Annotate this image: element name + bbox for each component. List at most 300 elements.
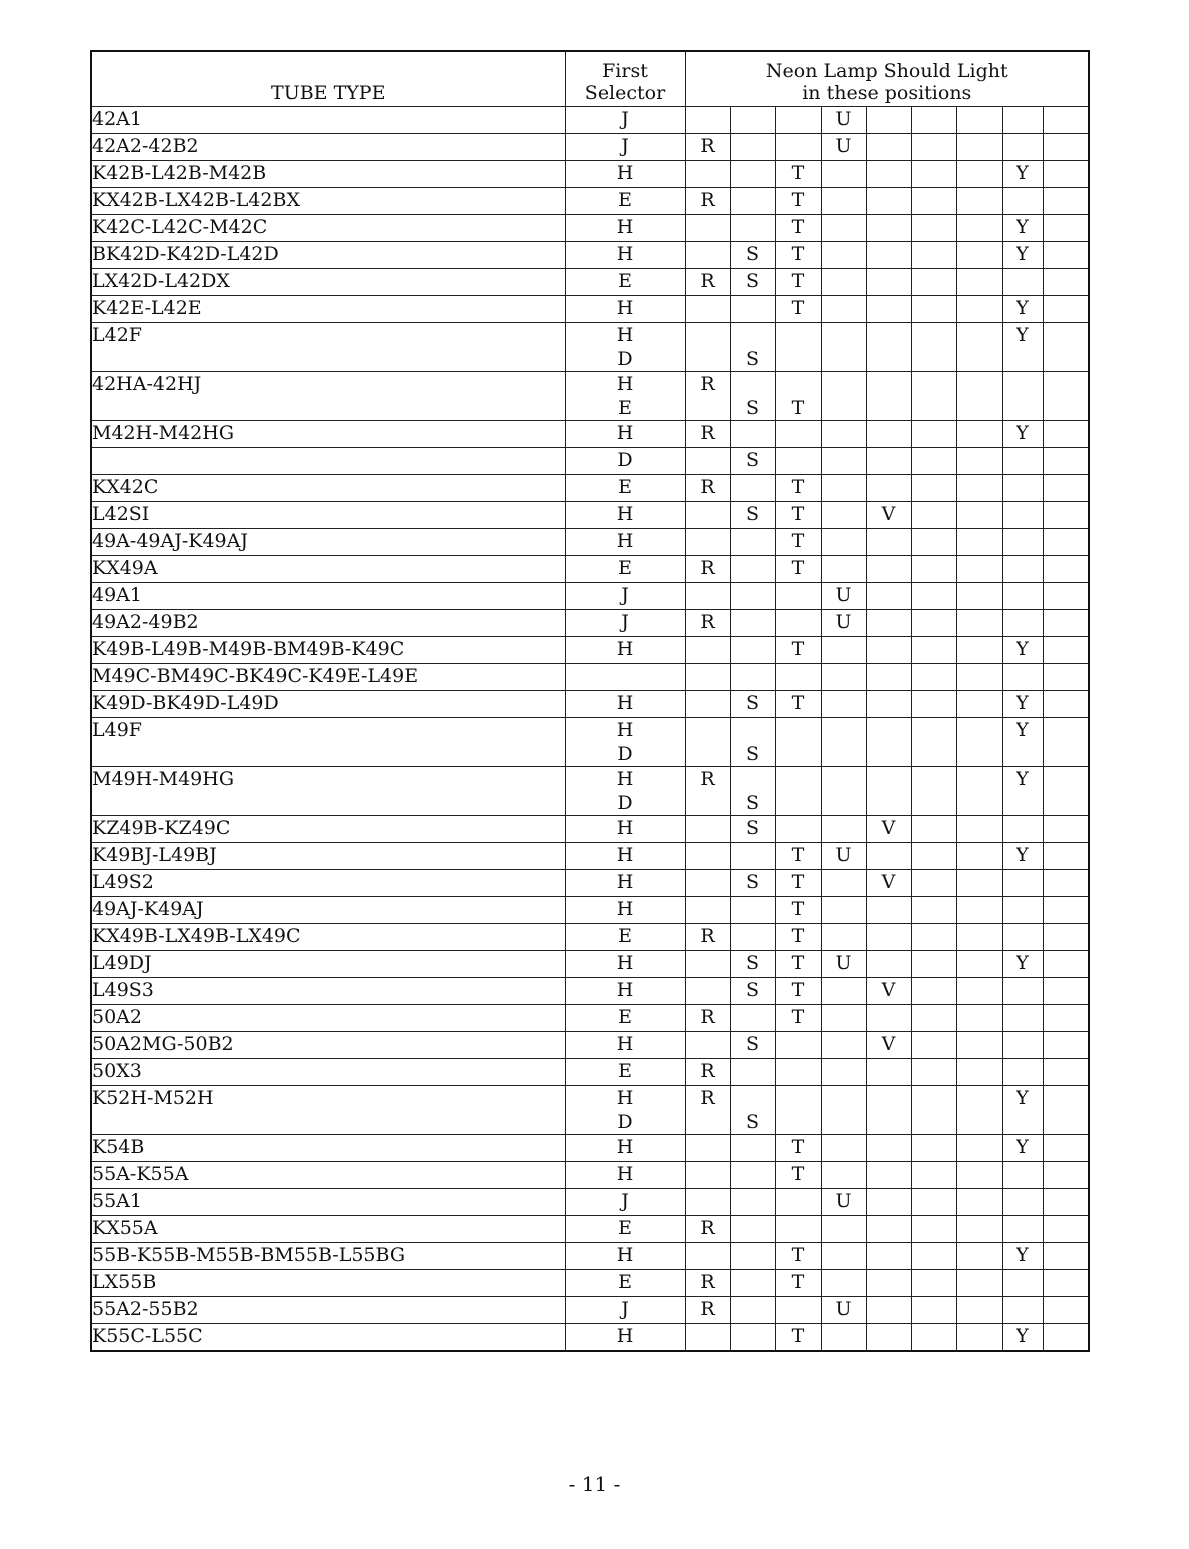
position-cell <box>821 951 866 978</box>
position-cell <box>685 529 730 556</box>
selector-letter: J <box>621 135 629 157</box>
position-cell <box>866 718 911 767</box>
position-cell <box>911 215 956 242</box>
tube-type-cell: LX55B <box>91 1270 565 1297</box>
position-cell <box>775 951 821 978</box>
position-cell <box>956 767 1002 816</box>
first-selector-cell <box>565 951 685 978</box>
position-cell <box>821 843 866 870</box>
position-cell <box>821 1243 866 1270</box>
position-cell <box>821 897 866 924</box>
tube-type-cell: 42A2-42B2 <box>91 134 565 161</box>
selector-letter: J <box>621 1190 629 1212</box>
position-cell <box>911 323 956 372</box>
position-cell <box>866 1189 911 1216</box>
position-cell <box>911 843 956 870</box>
position-cell <box>775 1005 821 1032</box>
position-cell <box>730 1059 775 1086</box>
position-cell <box>1043 269 1089 296</box>
table-row <box>91 610 1089 637</box>
position-cell <box>1002 691 1043 718</box>
position-cell <box>775 188 821 215</box>
page-number: - 11 - <box>568 1472 621 1496</box>
position-letter: Y <box>1016 162 1029 184</box>
table-body <box>91 107 1089 1352</box>
position-cell <box>1002 475 1043 502</box>
position-letter: S <box>745 979 760 1001</box>
position-cell <box>730 1086 775 1135</box>
position-cell <box>685 951 730 978</box>
position-letter: R <box>700 422 715 444</box>
tube-type-cell: 50A2MG-50B2 <box>91 1032 565 1059</box>
position-cell <box>911 637 956 664</box>
selector-letter: H <box>616 638 634 660</box>
position-letter: R <box>700 1060 715 1082</box>
position-letter: U <box>835 108 852 130</box>
position-letter: S <box>745 743 760 765</box>
table-row <box>91 691 1089 718</box>
selector-letter: H <box>616 844 634 866</box>
table-row <box>91 583 1089 610</box>
position-cell <box>821 1005 866 1032</box>
tube-type-cell: LX42D-L42DX <box>91 269 565 296</box>
position-cell <box>730 951 775 978</box>
position-cell <box>866 637 911 664</box>
position-cell <box>775 448 821 475</box>
position-cell <box>1002 134 1043 161</box>
position-cell <box>866 664 911 691</box>
position-cell <box>866 1135 911 1162</box>
position-cell <box>956 475 1002 502</box>
position-cell <box>1002 1324 1043 1352</box>
position-cell <box>866 1086 911 1135</box>
position-cell <box>685 610 730 637</box>
position-cell <box>730 718 775 767</box>
position-cell <box>775 664 821 691</box>
tube-type-cell: M49C-BM49C-BK49C-K49E-L49E <box>91 664 565 691</box>
selector-letter: H <box>616 979 634 1001</box>
position-cell <box>1002 1032 1043 1059</box>
position-cell <box>730 502 775 529</box>
position-cell <box>866 1270 911 1297</box>
first-selector-cell <box>565 816 685 843</box>
position-letter: T <box>791 162 805 184</box>
first-selector-cell <box>565 978 685 1005</box>
position-cell <box>956 691 1002 718</box>
position-cell <box>911 1162 956 1189</box>
position-cell <box>775 897 821 924</box>
position-cell <box>956 664 1002 691</box>
position-cell <box>730 1243 775 1270</box>
position-cell <box>730 529 775 556</box>
position-cell <box>1002 448 1043 475</box>
position-cell <box>956 951 1002 978</box>
position-cell <box>821 502 866 529</box>
position-cell <box>956 1032 1002 1059</box>
position-cell <box>775 323 821 372</box>
position-cell <box>1002 1189 1043 1216</box>
tube-type-cell: 49AJ-K49AJ <box>91 897 565 924</box>
position-cell <box>866 323 911 372</box>
tube-type-cell: 42A1 <box>91 107 565 134</box>
position-cell <box>1043 215 1089 242</box>
position-cell <box>685 372 730 421</box>
first-selector-cell <box>565 529 685 556</box>
position-cell <box>730 556 775 583</box>
selector-letter: J <box>621 584 629 606</box>
position-cell <box>866 215 911 242</box>
position-cell <box>730 978 775 1005</box>
position-cell <box>1043 843 1089 870</box>
position-cell <box>866 242 911 269</box>
position-cell <box>866 978 911 1005</box>
position-cell <box>956 529 1002 556</box>
tube-type-cell: K54B <box>91 1135 565 1162</box>
position-cell <box>911 816 956 843</box>
first-selector-header-line1: First <box>602 60 648 82</box>
position-cell <box>866 897 911 924</box>
position-cell <box>730 188 775 215</box>
position-cell <box>866 1059 911 1086</box>
position-letter: T <box>791 216 805 238</box>
position-letter: S <box>745 792 760 814</box>
position-cell <box>956 1216 1002 1243</box>
table-row <box>91 1032 1089 1059</box>
position-cell <box>866 691 911 718</box>
first-selector-header <box>565 51 685 107</box>
position-letter: Y <box>1016 297 1029 319</box>
position-letter: R <box>700 768 715 790</box>
selector-letter: H <box>616 871 634 893</box>
position-cell <box>911 1216 956 1243</box>
position-cell <box>730 816 775 843</box>
position-cell <box>866 767 911 816</box>
position-cell <box>911 161 956 188</box>
position-letter: T <box>791 476 805 498</box>
position-cell <box>1043 556 1089 583</box>
position-cell <box>956 583 1002 610</box>
position-cell <box>730 637 775 664</box>
position-letter: V <box>881 871 896 893</box>
position-letter: R <box>700 135 715 157</box>
position-cell <box>866 529 911 556</box>
position-letter: T <box>791 925 805 947</box>
position-cell <box>956 1243 1002 1270</box>
position-cell <box>1043 296 1089 323</box>
position-cell <box>821 1189 866 1216</box>
selector-letter: H <box>616 1325 634 1347</box>
position-cell <box>956 1005 1002 1032</box>
table-row <box>91 242 1089 269</box>
first-selector-cell <box>565 242 685 269</box>
neon-lamp-header-line2: in these positions <box>802 82 972 104</box>
position-cell <box>911 718 956 767</box>
position-cell <box>685 188 730 215</box>
position-letter: U <box>835 952 852 974</box>
position-cell <box>730 1324 775 1352</box>
position-cell <box>1002 107 1043 134</box>
position-cell <box>685 1135 730 1162</box>
position-cell <box>821 767 866 816</box>
position-cell <box>775 502 821 529</box>
position-cell <box>1002 843 1043 870</box>
position-cell <box>911 421 956 448</box>
position-cell <box>866 372 911 421</box>
position-cell <box>821 1216 866 1243</box>
position-letter: R <box>700 373 715 395</box>
position-cell <box>1002 897 1043 924</box>
table-row <box>91 1324 1089 1352</box>
position-cell <box>866 502 911 529</box>
selector-letter: H <box>616 297 634 319</box>
position-cell <box>821 323 866 372</box>
position-cell <box>1002 718 1043 767</box>
position-cell <box>730 1270 775 1297</box>
position-letter: T <box>791 557 805 579</box>
position-letter: S <box>745 348 760 370</box>
table-row <box>91 1135 1089 1162</box>
position-cell <box>866 296 911 323</box>
position-cell <box>911 897 956 924</box>
selector-letter: H <box>616 768 634 790</box>
table-row <box>91 269 1089 296</box>
first-selector-cell <box>565 1086 685 1135</box>
position-cell <box>821 816 866 843</box>
selector-letter: H <box>616 1244 634 1266</box>
position-cell <box>821 134 866 161</box>
position-cell <box>1043 1059 1089 1086</box>
position-cell <box>1043 718 1089 767</box>
first-selector-cell <box>565 1243 685 1270</box>
position-cell <box>1002 1135 1043 1162</box>
tube-type-cell: 55A2-55B2 <box>91 1297 565 1324</box>
position-letter: Y <box>1016 216 1029 238</box>
tube-type-cell: 49A1 <box>91 583 565 610</box>
position-cell <box>730 843 775 870</box>
position-cell <box>866 475 911 502</box>
position-cell <box>730 610 775 637</box>
position-cell <box>1002 1243 1043 1270</box>
position-cell <box>775 924 821 951</box>
first-selector-cell <box>565 107 685 134</box>
position-cell <box>866 448 911 475</box>
table-row <box>91 951 1089 978</box>
selector-letter: D <box>617 1111 633 1133</box>
position-cell <box>775 107 821 134</box>
position-cell <box>821 610 866 637</box>
position-cell <box>685 583 730 610</box>
position-cell <box>685 978 730 1005</box>
position-cell <box>685 691 730 718</box>
selector-letter: J <box>621 611 629 633</box>
position-cell <box>1043 1297 1089 1324</box>
tube-type-cell: L49DJ <box>91 951 565 978</box>
first-selector-cell <box>565 718 685 767</box>
table-row <box>91 1243 1089 1270</box>
tube-type-cell: KX55A <box>91 1216 565 1243</box>
position-cell <box>1043 691 1089 718</box>
position-letter: Y <box>1016 844 1029 866</box>
position-cell <box>911 1270 956 1297</box>
position-cell <box>821 978 866 1005</box>
position-letter: R <box>700 1217 715 1239</box>
position-letter: V <box>881 817 896 839</box>
position-letter: R <box>700 1087 715 1109</box>
position-cell <box>911 529 956 556</box>
position-cell <box>911 269 956 296</box>
position-cell <box>730 323 775 372</box>
first-selector-cell <box>565 556 685 583</box>
table-row <box>91 134 1089 161</box>
selector-letter: H <box>616 1163 634 1185</box>
selector-letter: E <box>618 1271 632 1293</box>
position-letter: R <box>700 1298 715 1320</box>
position-cell <box>775 215 821 242</box>
position-cell <box>730 475 775 502</box>
position-cell <box>821 1032 866 1059</box>
position-letter: U <box>835 611 852 633</box>
selector-letter: H <box>616 952 634 974</box>
position-cell <box>956 610 1002 637</box>
position-cell <box>956 1270 1002 1297</box>
position-cell <box>775 978 821 1005</box>
position-cell <box>730 296 775 323</box>
position-cell <box>775 372 821 421</box>
position-cell <box>1043 323 1089 372</box>
position-cell <box>1043 978 1089 1005</box>
position-cell <box>956 1162 1002 1189</box>
position-cell <box>730 1032 775 1059</box>
first-selector-cell <box>565 188 685 215</box>
table-row <box>91 448 1089 475</box>
position-letter: S <box>745 449 760 471</box>
first-selector-cell <box>565 897 685 924</box>
position-cell <box>911 583 956 610</box>
selector-letter: H <box>616 1033 634 1055</box>
position-cell <box>956 107 1002 134</box>
position-cell <box>685 767 730 816</box>
position-letter: S <box>745 397 760 419</box>
position-cell <box>730 134 775 161</box>
position-cell <box>685 924 730 951</box>
position-letter: Y <box>1016 638 1029 660</box>
position-cell <box>956 843 1002 870</box>
first-selector-cell <box>565 1297 685 1324</box>
position-cell <box>1043 502 1089 529</box>
position-cell <box>911 610 956 637</box>
position-letter: T <box>791 530 805 552</box>
first-selector-cell <box>565 691 685 718</box>
position-cell <box>1043 816 1089 843</box>
position-cell <box>911 372 956 421</box>
first-selector-cell <box>565 161 685 188</box>
tube-type-cell: 55B-K55B-M55B-BM55B-L55BG <box>91 1243 565 1270</box>
first-selector-cell <box>565 1324 685 1352</box>
tube-type-cell: KX42C <box>91 475 565 502</box>
position-cell <box>1043 664 1089 691</box>
position-cell <box>1043 1162 1089 1189</box>
selector-letter: H <box>616 1087 634 1109</box>
position-cell <box>685 897 730 924</box>
position-cell <box>911 691 956 718</box>
position-cell <box>1043 951 1089 978</box>
position-cell <box>685 1243 730 1270</box>
tube-type-cell: L42SI <box>91 502 565 529</box>
position-cell <box>1002 978 1043 1005</box>
position-cell <box>866 1216 911 1243</box>
position-cell <box>911 296 956 323</box>
position-cell <box>1043 870 1089 897</box>
selector-letter: E <box>618 925 632 947</box>
position-letter: T <box>791 638 805 660</box>
position-cell <box>1002 816 1043 843</box>
position-letter: T <box>791 397 805 419</box>
tube-type-cell: M49H-M49HG <box>91 767 565 816</box>
position-cell <box>956 215 1002 242</box>
position-cell <box>730 215 775 242</box>
position-cell <box>1002 1297 1043 1324</box>
table-row <box>91 188 1089 215</box>
tube-type-cell: KX42B-LX42B-L42BX <box>91 188 565 215</box>
first-selector-cell <box>565 767 685 816</box>
position-cell <box>821 1162 866 1189</box>
position-cell <box>1002 767 1043 816</box>
position-letter: S <box>745 692 760 714</box>
position-cell <box>775 767 821 816</box>
position-cell <box>1043 1324 1089 1352</box>
position-cell <box>821 1324 866 1352</box>
position-cell <box>685 1189 730 1216</box>
position-cell <box>685 1324 730 1352</box>
position-letter: V <box>881 979 896 1001</box>
position-cell <box>1002 870 1043 897</box>
tube-type-cell: L42F <box>91 323 565 372</box>
position-cell <box>775 1032 821 1059</box>
position-letter: R <box>700 1006 715 1028</box>
position-cell <box>911 870 956 897</box>
table-row <box>91 107 1089 134</box>
position-cell <box>1043 1189 1089 1216</box>
table-row <box>91 718 1089 767</box>
position-cell <box>866 161 911 188</box>
position-cell <box>1043 767 1089 816</box>
position-letter: T <box>791 844 805 866</box>
selector-letter: E <box>618 189 632 211</box>
position-cell <box>866 421 911 448</box>
position-cell <box>775 529 821 556</box>
position-cell <box>775 637 821 664</box>
position-cell <box>1043 583 1089 610</box>
position-cell <box>730 421 775 448</box>
position-letter <box>776 372 821 396</box>
position-cell <box>911 767 956 816</box>
position-letter: T <box>791 979 805 1001</box>
first-selector-cell <box>565 448 685 475</box>
position-letter: U <box>835 844 852 866</box>
selector-letter: H <box>616 324 634 346</box>
position-cell <box>821 448 866 475</box>
position-cell <box>1002 951 1043 978</box>
position-cell <box>1043 448 1089 475</box>
table-row <box>91 897 1089 924</box>
position-cell <box>911 1032 956 1059</box>
position-cell <box>956 816 1002 843</box>
position-cell <box>775 610 821 637</box>
position-letter <box>731 1086 775 1110</box>
position-cell <box>685 664 730 691</box>
position-cell <box>956 269 1002 296</box>
position-cell <box>1002 924 1043 951</box>
